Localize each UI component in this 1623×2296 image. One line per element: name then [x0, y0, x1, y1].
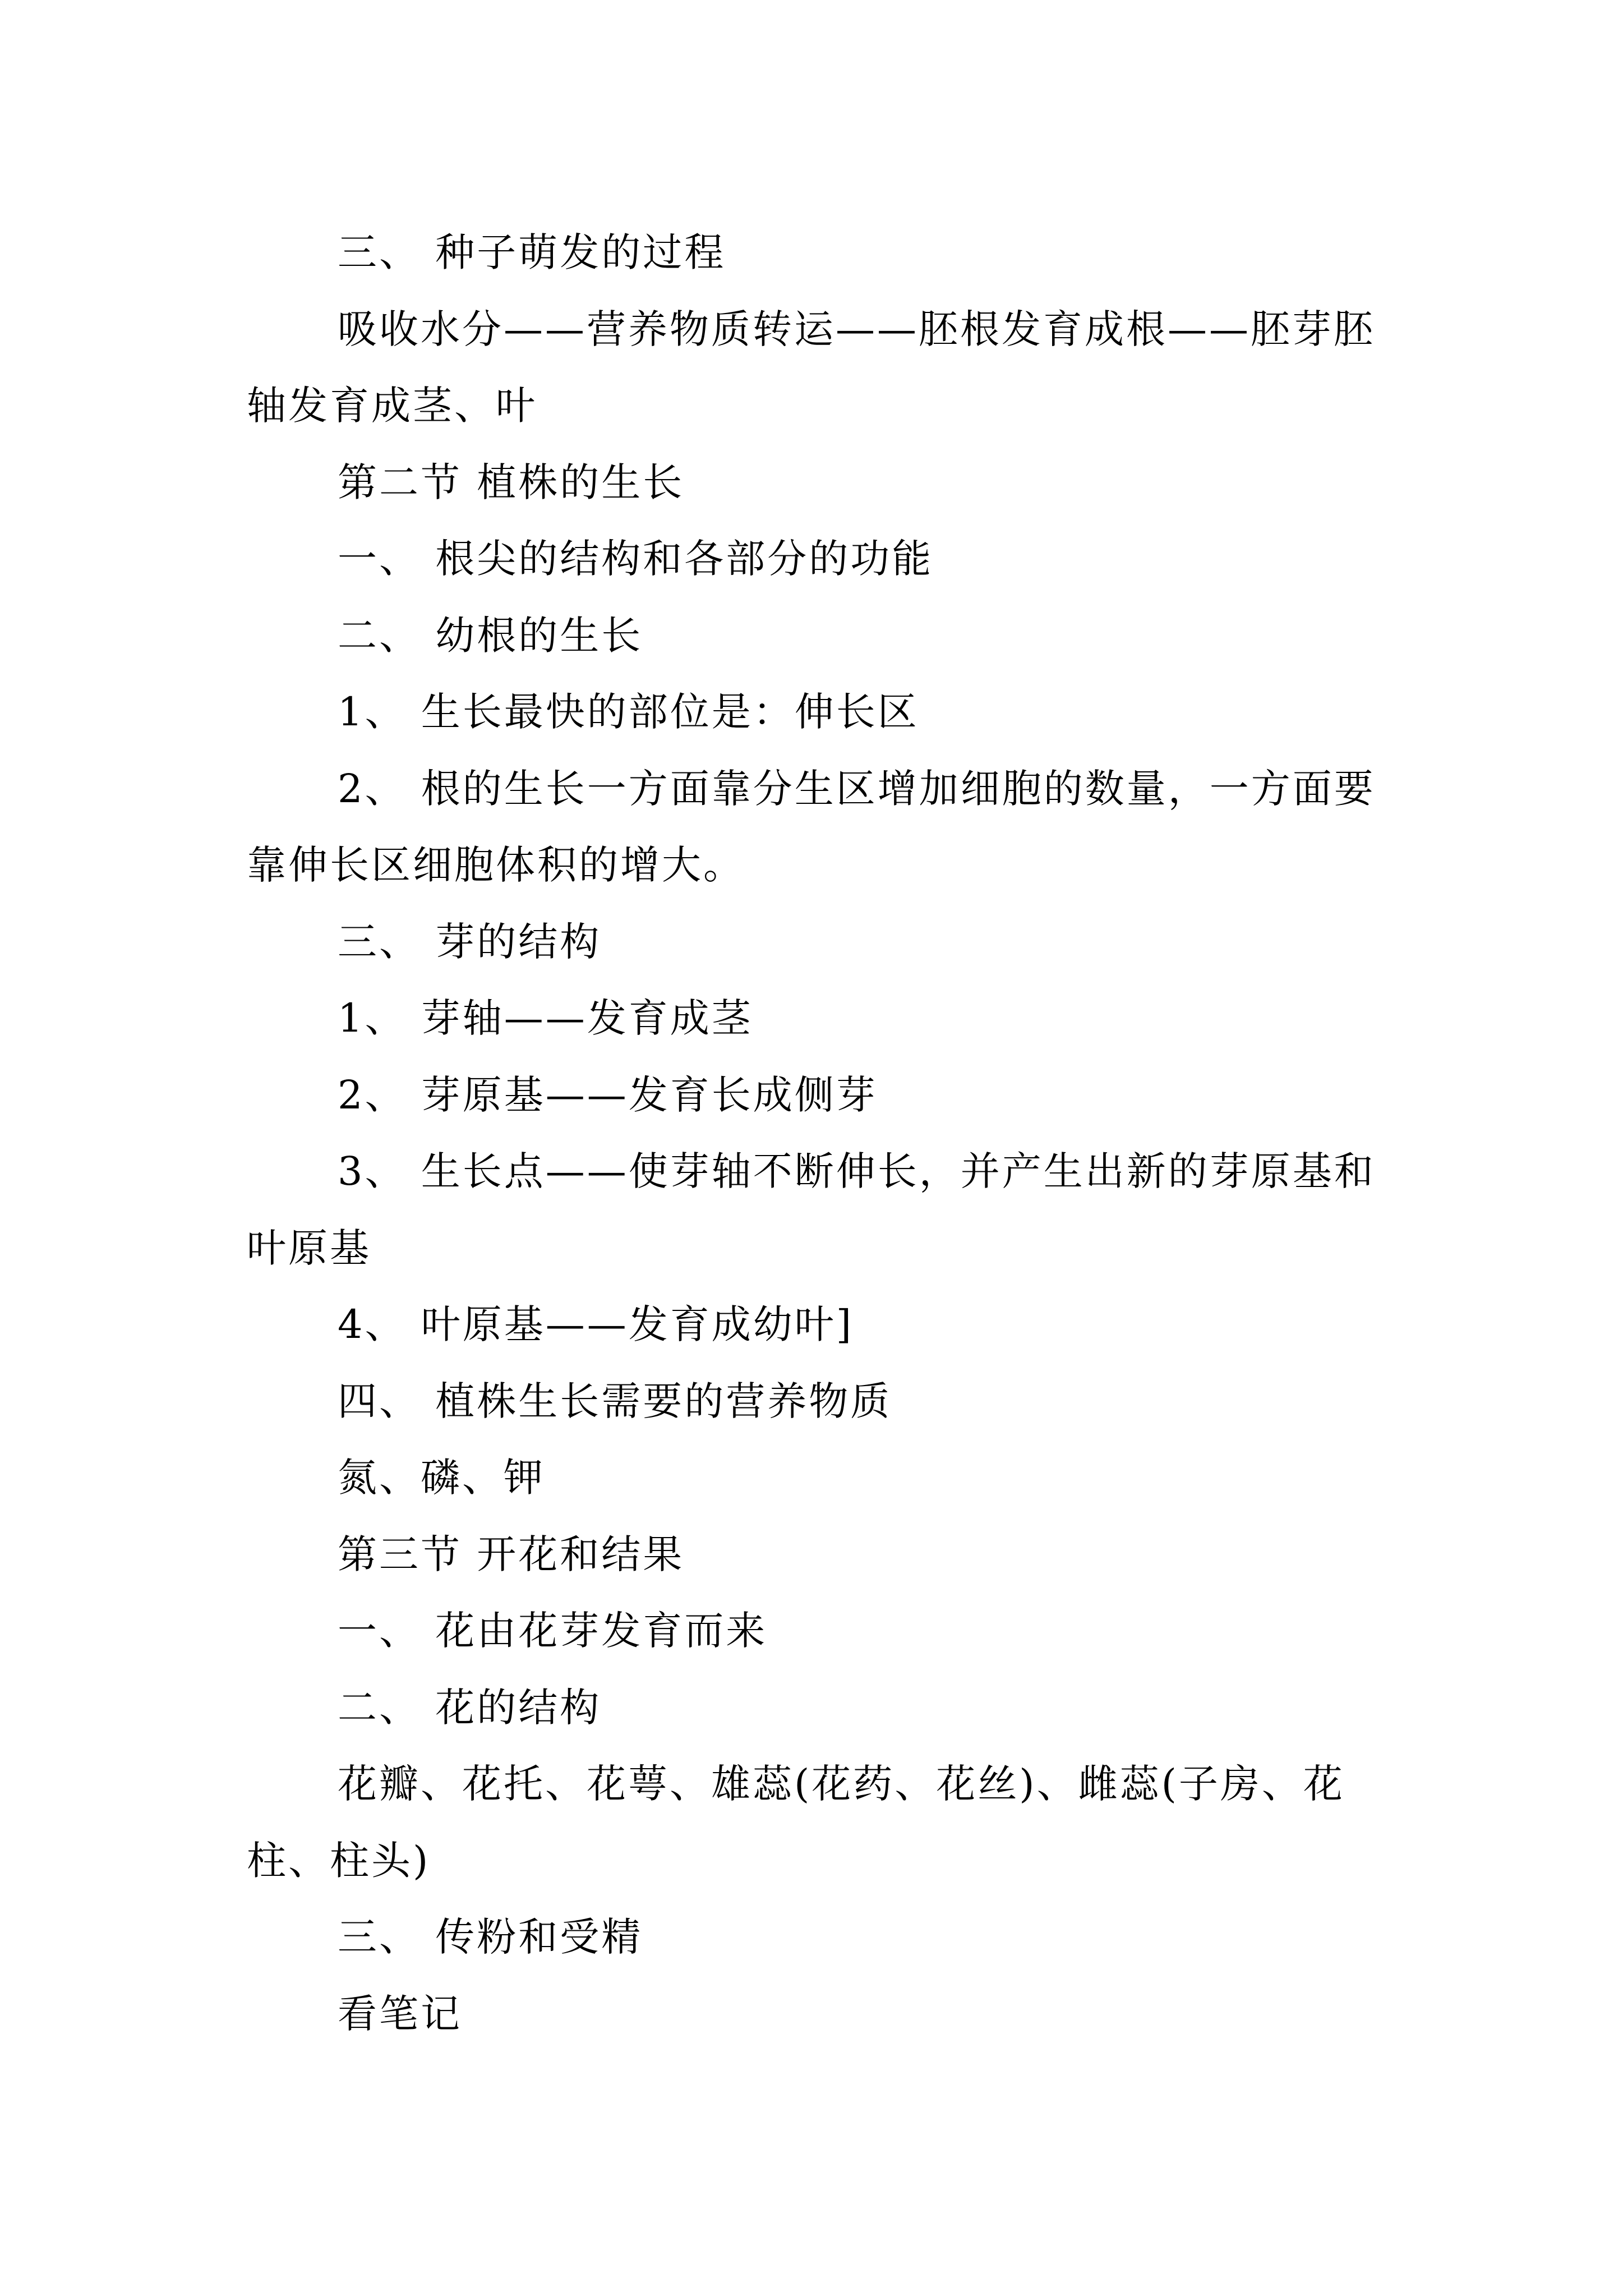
heading-nutrients: 四、 植株生长需要的营养物质 — [338, 1378, 892, 1424]
list-item-bud-axis: 1、 芽轴——发育成茎 — [338, 995, 753, 1041]
list-item-growing-point: 3、 生长点——使芽轴不断伸长，并产生出新的芽原基和叶原基 — [247, 1148, 1376, 1271]
heading-young-root-growth: 二、 幼根的生长 — [338, 612, 643, 659]
paragraph-germination-steps: 吸收水分——营养物质转运——胚根发育成根——胚芽胚轴发育成茎、叶 — [247, 306, 1375, 429]
list-item-bud-primordium: 2、 芽原基——发育长成侧芽 — [338, 1071, 878, 1118]
heading-flower-origin: 一、 花由花芽发育而来 — [338, 1608, 768, 1654]
heading-flower-structure: 二、 花的结构 — [338, 1684, 602, 1731]
document-body — [247, 214, 1391, 2052]
list-item-fastest-growth: 1、 生长最快的部位是：伸长区 — [338, 689, 919, 735]
section-title-flowering: 第三节 开花和结果 — [338, 1531, 685, 1577]
heading-pollination: 三、 传粉和受精 — [338, 1914, 643, 1960]
heading-root-tip-structure: 一、 根尖的结构和各部分的功能 — [338, 536, 934, 582]
paragraph-flower-parts: 花瓣、花托、花萼、雄蕊(花药、花丝)、雌蕊(子房、花柱、柱头) — [247, 1761, 1345, 1884]
paragraph-nutrient-list: 氮、磷、钾 — [338, 1455, 545, 1501]
list-item-leaf-primordium: 4、 叶原基——发育成幼叶] — [338, 1301, 854, 1347]
list-item-root-growth: 2、 根的生长一方面靠分生区增加细胞的数量，一方面要靠伸长区细胞体积的增大。 — [247, 765, 1376, 888]
paragraph-see-notes: 看笔记 — [338, 1990, 462, 2037]
section-title-plant-growth: 第二节 植株的生长 — [338, 459, 685, 505]
heading-bud-structure: 三、 芽的结构 — [338, 918, 602, 965]
section-heading-seed-germination: 三、 种子萌发的过程 — [338, 229, 726, 275]
